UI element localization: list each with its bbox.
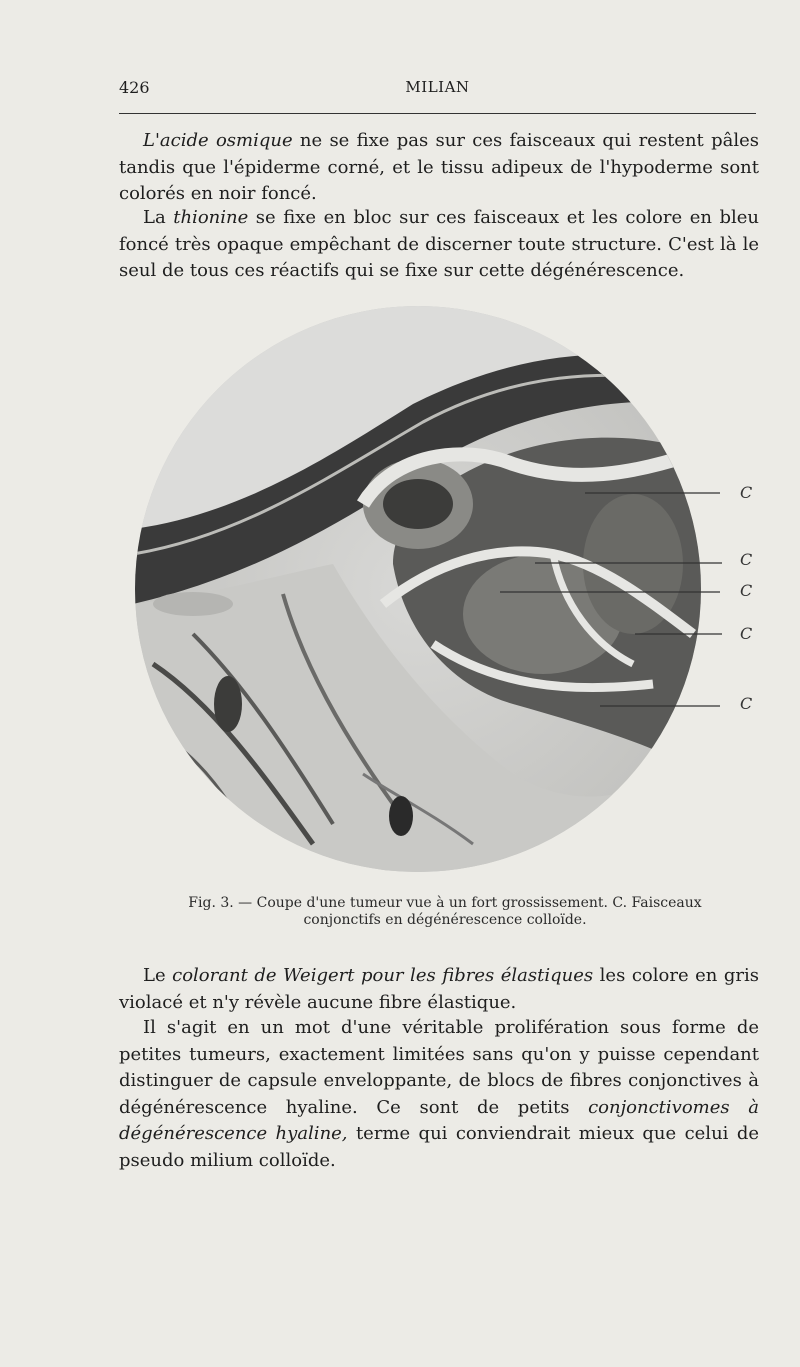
- paragraph-text: Le: [143, 965, 173, 986]
- paragraph-text: terme qui conviendrait mieux que celui de pseudo milium colloïde.: [119, 1123, 759, 1171]
- micrograph-image: [133, 304, 703, 874]
- micrograph-figure: [133, 304, 703, 874]
- callout-label-c: C: [740, 483, 753, 502]
- term-acide-osmique: L'acide osmique: [143, 130, 293, 151]
- paragraph-text: Il s'agit en un mot d'une véritable prolifération sous forme de petites tumeurs, exactement limitées sans qu'on y puisse cependant distinguer de capsule enveloppante, de blocs de fibres conjonctives à dégénérescence hyaline. Ce sont de petits: [119, 1017, 759, 1118]
- paragraph-thionine: [119, 205, 759, 285]
- paragraph-text: les colore en gris violacé et n'y révèle aucune fibre élastique.: [119, 965, 759, 1013]
- paragraph-text: La: [143, 207, 174, 228]
- page-number: 426: [119, 78, 150, 97]
- paragraph-text: se fixe en bloc sur ces faisceaux et les colore en bleu foncé très opaque empêchant de discerner toute structure. C'est là le seul de tous ces réactifs qui se fixe sur cette dégénérescence.: [119, 207, 760, 281]
- callout-label-c: C: [740, 624, 753, 643]
- paragraph-weigert: [119, 963, 759, 1016]
- header-rule: [119, 113, 756, 114]
- callout-label-c: C: [740, 694, 753, 713]
- term-weigert: colorant de Weigert pour les fibres élastiques: [172, 965, 594, 986]
- paragraph-osmic-acid: [119, 128, 759, 208]
- running-title: MILIAN: [405, 78, 470, 96]
- term-conjonctivomes: conjonctivomes à dégénérescence hyaline,: [119, 1096, 760, 1144]
- figure-caption: Fig. 3. — Coupe d'une tumeur vue à un fort grossissement. C. Faisceaux conjonctifs en dégénérescence colloïde.: [188, 895, 702, 928]
- callout-label-c: C: [740, 581, 753, 600]
- paragraph-conclusion: [119, 1015, 759, 1174]
- paragraph-text: ne se fixe pas sur ces faisceaux qui restent pâles tandis que l'épiderme corné, et le tissu adipeux de l'hypoderme sont colorés en noir foncé.: [119, 130, 759, 204]
- callout-label-c: C: [740, 550, 753, 569]
- page-header: [119, 78, 756, 102]
- term-thionine: thionine: [173, 207, 249, 228]
